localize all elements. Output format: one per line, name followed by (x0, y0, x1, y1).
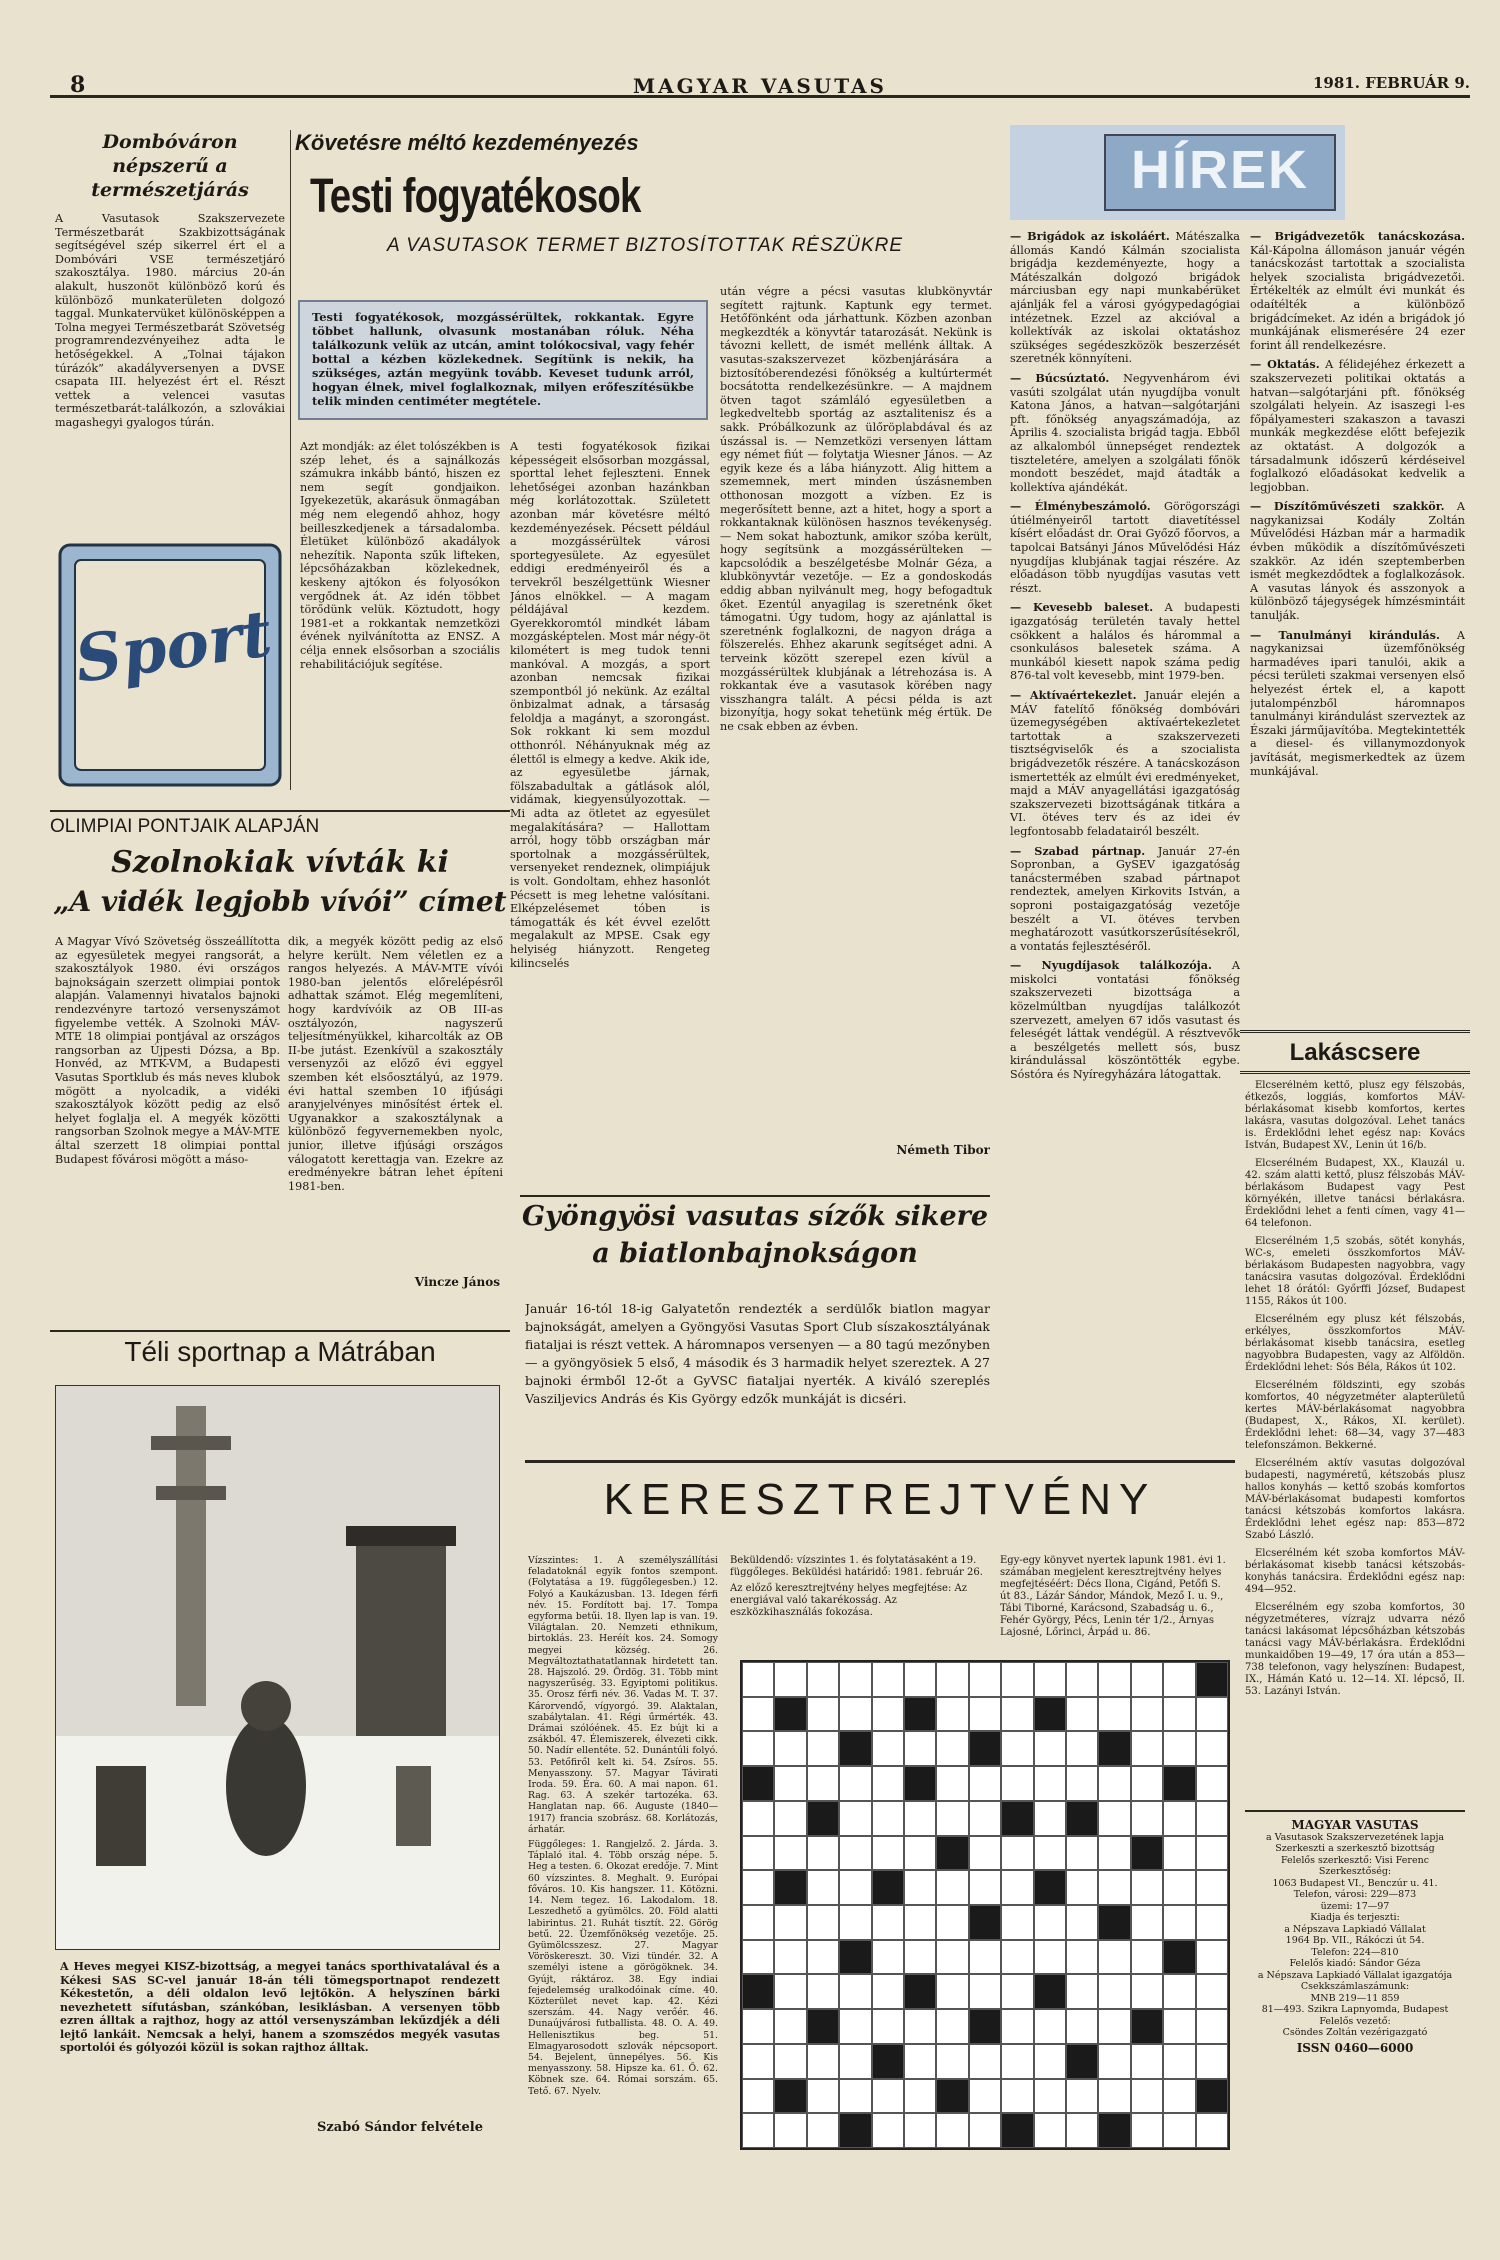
crossword-cell (839, 2079, 871, 2114)
matra-headline: Téli sportnap a Mátrában (50, 1330, 510, 1370)
crossword-cell (1001, 1801, 1033, 1836)
crossword-cell (904, 1836, 936, 1871)
hirek-col1 (1010, 230, 1240, 1300)
crossword-cell (1098, 1801, 1130, 1836)
crossword-cell (872, 1974, 904, 2009)
crossword-cell (936, 1905, 968, 1940)
crossword-cell (1131, 2113, 1163, 2148)
crossword-cell (936, 2044, 968, 2079)
dombovar-body: A Vasutasok Szakszervezete Természetbarát Szakbizottságának segítségével szép sikerrel ért el a Dombóvári VSE természetjáró szakosztálya. 1980. március 20-án alakult, huszonöt különböző korú és különböző munkaterületen dolgozó taggal. Munkatervüket különösképpen a Tolna megyei Természetbarát Szövetség programrendezvényeihez adta le hetőségekkel. A „Tolnai tájakon túrázók” akadályversenyen a DVSE csapata III. helyezést ért el. Részt vettek a velencei vasutas természetbarát-találkozón, a szlovákiai magashegyi gyalogos túrán. (55, 212, 285, 429)
crossword-cell (1034, 1766, 1066, 1801)
crossword-cell (807, 2009, 839, 2044)
crossword-cell (742, 2044, 774, 2079)
crossword-cell (839, 1697, 871, 1732)
classified-ad: Elcserélném kettő, plusz egy félszobás, étkezős, loggiás, komfortos MÁV-bérlakásomat kisebb komfortos, kertes lakásra, vasutas dolgozóval. Lehet tanács is. Érdeklődni lehet egész nap: Kovács István, Budapest XV., Lenin út 16/b. (1245, 1080, 1465, 1151)
classified-ad: Elcserélném földszinti, egy szobás komfortos, 40 négyzetméter alapterületű kertes MÁV-bérlakásomat nagyobbra (Budapest, X., Rákos, XI. kerület). Érdeklődni lehet: 68—34, vagy 37—483 telefonszámon. Bekkerné. (1245, 1380, 1465, 1451)
crossword-cell (904, 1940, 936, 1975)
crossword-cell (1098, 2113, 1130, 2148)
crossword-cell (1131, 1697, 1163, 1732)
classified-ad: Elcserélném két szoba komfortos MÁV-bérlakásomat kisebb tanácsi kétszobás-konyhás tanácsira. Érdeklődni egész nap: 494—952. (1245, 1548, 1465, 1595)
crossword-cell (1131, 2009, 1163, 2044)
crossword-cell (1001, 2044, 1033, 2079)
crossword-cell (1066, 1836, 1098, 1871)
crossword-cell (839, 2044, 871, 2079)
crossword-cell (936, 2009, 968, 2044)
lakascsere-list (1245, 1080, 1465, 1800)
crossword-cell (936, 1662, 968, 1697)
crossword-cell (1034, 1662, 1066, 1697)
issue-date: 1981. FEBRUÁR 9. (1312, 74, 1470, 92)
crossword-cell (807, 1870, 839, 1905)
crossword-cell (1131, 1870, 1163, 1905)
crossword-cell (1034, 2009, 1066, 2044)
crossword-cell (839, 1870, 871, 1905)
crossword-cell (1163, 1974, 1195, 2009)
crossword-cell (774, 1662, 806, 1697)
crossword-solution: Az előző keresztrejtvény helyes megfejtése: Az energiával való takarékosság. Az eszközkihasználás fokozása. (730, 1583, 968, 1618)
crossword-cell (1066, 2079, 1098, 2114)
crossword-cell (969, 1697, 1001, 1732)
crossword-cell (936, 2079, 968, 2114)
news-item: — Brigádok az iskoláért. Mátészalka állomás Kandó Kálmán szocialista brigádja kezdeményezte, hogy a Mátészalkán dolgozó brigádok márciusban egy napi munkabérüket ajánlják fel a városi gyógypedagógiai intézetnek. Ezzel az akcióval a kollektívák az iskolai oktatáshoz szükséges segédeszközök beszerzését szeretnék könnyíteni. (1010, 230, 1240, 366)
crossword-cell (969, 1731, 1001, 1766)
crossword-cell (872, 1801, 904, 1836)
news-item: — Búcsúztató. Negyvenhárom évi vasúti szolgálat után nyugdíjba vonult Katona János, a hatvan—salgótarjáni pft. főnökség anyagszámadója, az Április 4. szocialista brigád tagja. Ebből az alkalomból ünnepséget rendeztek tiszteletére, amelyen a szolgálati főnök mondott beszédet, majd átadták a kollektíva ajándékát. (1010, 370, 1240, 494)
crossword-cell (872, 1662, 904, 1697)
crossword-clues (528, 1555, 718, 2155)
crossword-cell (742, 2079, 774, 2114)
fencing-headline-1: Szolnokiak vívták ki (111, 845, 449, 880)
crossword-cell (807, 2079, 839, 2114)
crossword-cell (1163, 2079, 1195, 2114)
biathlon-body: Január 16-tól 18-ig Galyatetőn rendezték a serdülők biatlon magyar bajnokságát, amelyen a Gyöngyösi Vasutas Sport Club síszakosztályának fiataljai is részt vettek. A háromnapos versenyen — a 80 tagú mezőnyben — a gyöngyösiek 5 első, 4 második és 3 harmadik helyet szereztek. A 27 bajnoki érmből 12-őt a GyVSC fiataljai nyerték. A kiváló szereplés Vasziljevics András és Kis György edzők munkáját is dicséri. (525, 1301, 990, 1406)
matra-caption: A Heves megyei KISZ-bizottság, a megyei tanács sporthivatalával és a Kékesi SAS SC-vel január 18-án téli tömegsportnapot rendezett Kékestetőn, a déli oldalon levő lejtőkön. A helyszínen bárki nevezhetett sífutásban, szánkóban, lesiklásban. A versenyen több ezren álltak a rajthoz, hogy az attól versenyszámban lekűzdjék a déli lejtő lankáit. Nemcsak a helyi, hanem a szomszédos megyék vasutas sportolói és gólyozói közül is sokan rajthoz álltak. (60, 1960, 500, 2054)
crossword-cell (1066, 2044, 1098, 2079)
column-rule (290, 130, 291, 790)
crossword-cell (1163, 2009, 1195, 2044)
crossword-cell (1131, 1974, 1163, 2009)
crossword-cell (742, 1905, 774, 1940)
crossword-cell (1034, 2079, 1066, 2114)
crossword-cell (936, 1940, 968, 1975)
crossword-cell (1034, 2044, 1066, 2079)
crossword-cell (1098, 1697, 1130, 1732)
crossword-cell (774, 1905, 806, 1940)
fencing-headline-2: „A vidék legjobb vívói” címet (53, 885, 507, 918)
crossword-cell (904, 1870, 936, 1905)
crossword-cell (742, 2009, 774, 2044)
crossword-cell (1034, 1974, 1066, 2009)
lakascsere-title: Lakáscsere (1240, 1030, 1470, 1074)
crossword-cell (742, 1836, 774, 1871)
feature-author: Németh Tibor (896, 1143, 990, 1157)
crossword-cell (1196, 1662, 1228, 1697)
crossword-cell (1196, 2009, 1228, 2044)
crossword-cell (904, 2044, 936, 2079)
crossword-cell (1196, 1697, 1228, 1732)
crossword-cell (1131, 1836, 1163, 1871)
crossword-cell (969, 1662, 1001, 1697)
paper-title: MAGYAR VASUTAS (633, 74, 887, 98)
crossword-cell (1131, 1766, 1163, 1801)
crossword-cell (1163, 2044, 1195, 2079)
crossword-cell (1034, 1940, 1066, 1975)
crossword-cell (1098, 2079, 1130, 2114)
crossword-cell (774, 1731, 806, 1766)
crossword-cell (872, 1697, 904, 1732)
crossword-cell (969, 1905, 1001, 1940)
matra-photo (55, 1385, 500, 1950)
crossword-cell (1098, 1836, 1130, 1871)
crossword-cell (904, 2113, 936, 2148)
crossword-cell (839, 1731, 871, 1766)
crossword-cell (872, 1870, 904, 1905)
crossword-cell (807, 1662, 839, 1697)
news-item: — Oktatás. A félidejéhez érkezett a szakszervezeti politikai oktatás a hatvan—salgótarjáni pft. főnökség szolgálati helyein. Az isaszegi l-es főpályamesteri szakaszon a tavaszi munkák megkezdése előtt befejezik az oktatást. A dolgozók a társadalmunk időszerű kérdéseivel foglalkozó előadásokat kedvelik a legjobban. (1250, 357, 1465, 494)
feature-lede: Testi fogyatékosok, mozgássérültek, rokkantak. Egyre többet hallunk, olvasunk mostanában róluk. Néha találkozunk velük az utcán, amint tolókocsival, vagy fehér bottal a kézben közlekednek. Segítünk is nekik, ha szükséges, aztán megyünk tovább. Keveset tudunk arról, hogyan élnek, mivel foglalkoznak, milyen erőfeszítésükbe telik minden centiméter megtétele. (298, 300, 708, 420)
crossword-cell (936, 2113, 968, 2148)
crossword-cell (1001, 1905, 1033, 1940)
crossword-cell (1163, 1905, 1195, 1940)
crossword-cell (904, 2009, 936, 2044)
dombovar-headline: Dombóváron népszerű a természetjárás (91, 131, 249, 201)
crossword-cell (1034, 1801, 1066, 1836)
crossword-cell (742, 1766, 774, 1801)
hirek-logo (1010, 125, 1345, 220)
crossword-cell (1034, 2113, 1066, 2148)
crossword-cell (904, 1766, 936, 1801)
crossword-cell (1034, 1905, 1066, 1940)
crossword-cell (1001, 2079, 1033, 2114)
crossword-cell (1001, 1662, 1033, 1697)
news-item: — Brigádvezetők tanácskozása. Kál-Kápolna állomáson január végén tanácskozást tartottak a szocialista helyek szocialista brigádvezetői. Értékelték az elmúlt évi munkát és odaítélték a különböző brigádcímeket. Az idén a brigádok jó munkájának elismerésére 24 ezer forint áll rendelkezésre. (1250, 230, 1465, 352)
crossword-cell (969, 2079, 1001, 2114)
classified-ad: Elcserélném 1,5 szobás, sötét konyhás, WC-s, emeleti összkomfortos MÁV-bérlakásom Budapesten nagyobbra, vagy tanácsira vasutas dolgozóval. Érdeklődni lehet 18 órától: Győrffi József, Budapest 1155, Rákos út 100. (1245, 1236, 1465, 1307)
fencing-col2: dik, a megyék között pedig az első helyre került. Nem véletlen ez a rangos helyezés. A MÁV-MTE vívói 1980-ban jelentős előrelépésről adhattak számot. Elég megemlíteni, hogy kardvívóik az OB III-as osztályozón, nagyszerű teljesítményükkel, kiharcolták az OB II-be jutást. Ezenkívül a szakosztály versenyzői az előző évi eggyel szemben két elsőosztályú, az 1979. évi hattal szemben 10 ifjúsági aranyjelvényes minősítést értek el. Ugyanakkor a szakosztálynak a különböző fegyvernemekben nyolc, junior, illetve ifjúsági országos válogatott kerettagja van. Ezekre az eredményekre bátran lehet építeni 1981-ben. (288, 935, 503, 1193)
crossword-cell (904, 2079, 936, 2114)
biathlon-headline-1: Gyöngyösi vasutas sízők sikere (520, 1195, 990, 1231)
crossword-cell (904, 1662, 936, 1697)
biathlon-headline-2: a biatlonbajnokságon (592, 1238, 918, 1269)
news-item: — Nyugdíjasok találkozója. A miskolci vontatási főnökség szakszervezeti bizottsága a közelmúltban nyugdíjas találkozót szervezett, amelyen 67 idős vasutast és feleségét láttak vendégül. A résztvevők a beszélgetés mellett sós, busz kirándulással köszöntötték egybe. Sóstóra és Nyíregyházára látogattak. (1010, 958, 1240, 1082)
crossword-cell (774, 1870, 806, 1905)
crossword-cell (1131, 2044, 1163, 2079)
crossword-cell (742, 1662, 774, 1697)
crossword-cell (774, 2113, 806, 2148)
sport-logo (55, 540, 285, 790)
news-item: — Kevesebb baleset. A budapesti igazgatóság területén tavaly hettel csökkent a halálos és hárommal a csonkulásos balesetek száma. A munkából kiesett napok száma pedig 876-tal volt kevesebb, mint 1979-ben. (1010, 600, 1240, 683)
crossword-cell (1131, 1940, 1163, 1975)
crossword-cell (904, 1697, 936, 1732)
crossword-cell (839, 2113, 871, 2148)
crossword-cell (1098, 1766, 1130, 1801)
crossword-cell (1163, 1662, 1195, 1697)
crossword-cell (1163, 1940, 1195, 1975)
crossword-cell (1163, 1731, 1195, 1766)
crossword-cell (742, 1870, 774, 1905)
crossword-cell (1066, 1801, 1098, 1836)
news-item: — Szabad pártnap. Január 27-én Sopronban, a GySEV igazgatóság tanácstermében szabad pártnapot rendeztek, amelyen Kirkovits István, a soproni postaigazgatóság vezetője beszélt a VI. ötéves tervben meghatározott vasútkorszerűsítésekről, a vontatás fejlesztéséről. (1010, 843, 1240, 953)
crossword-cell (839, 1662, 871, 1697)
page-number: 8 (70, 72, 86, 98)
crossword-cell (774, 1836, 806, 1871)
crossword-cell (1066, 1940, 1098, 1975)
crossword-cell (807, 1697, 839, 1732)
crossword-cell (742, 1974, 774, 2009)
crossword-cell (1098, 1905, 1130, 1940)
crossword-cell (872, 2079, 904, 2114)
crossword-cell (774, 1697, 806, 1732)
crossword-cell (1066, 1697, 1098, 1732)
crossword-cell (1066, 2113, 1098, 2148)
crossword-cell (872, 1731, 904, 1766)
crossword-cell (774, 2009, 806, 2044)
crossword-cell (1066, 1974, 1098, 2009)
crossword-cell (1066, 1905, 1098, 1940)
crossword-cell (1131, 1731, 1163, 1766)
feature-col3: után végre a pécsi vasutas klubkönyvtár segített rajtunk. Kaptunk egy termet. Hetőfönként oda járhattunk. Közben azonban megkezdték a könyvtár tatarozását. Nekünk is távozni kellett, de ismét mellénk álltak. A vasutas-szakszervezet közbenjárására a biztosítóberendezési főnökség a kultúrtermét bocsátotta rendelkezésünkre. — A majdnem ötven tagot számláló egyesületben a legkedveltebb sportág az asztalitenisz és a sakk. Próbálkozunk az ülőröplabdával és az úszással is. — Nemzetközi versenyen láttam egy német fiút — folytatja Wiesner János. — Az egyik keze és a lába hiányzott. Alig hittem a szememnek, mert minden úszásnemben otthonosan mozgott a vízben. Ez is megerősített benne, azt a hitet, hogy a sport a rokkantaknak különösen hasznos tevékenység. — Nem sokat haboztunk, amikor szóba került, hogy segítsünk a mozgássérülteken — kapcsolódik a beszélgetésbe Molnár Géza, a klubkönyvtár vezetője. — Ez a gondoskodás eddig abban nyilvánult meg, hogy befogadtuk őket. Ezentúl anyagilag is szeretnénk őket támogatni. Úgy tudom, hogy az ajánlattal is szeretnénk foglalkozni, de nagyon drága a fölszerelés. Ehhez akarunk segítséget adni. A terveink között szerepel ezen kívül a mozgássérültek klubjának a létrehozása is. A rokkantak éve a vasutasok körében nagy visszhangra talált. A pécsi példa is azt bizonyítja, hogy sokat tehetünk még értük. De ne csak ebben az évben. (720, 285, 992, 733)
crossword-cell (1163, 1766, 1195, 1801)
crossword-cell (1001, 1940, 1033, 1975)
crossword-cell (807, 1731, 839, 1766)
crossword-cell (936, 1836, 968, 1871)
classified-ad: Elcserélném egy plusz két félszobás, erkélyes, összkomfortos MÁV-bérlakásomat kisebb tanácsira, esetleg nagyobbra Budapesten, vagy az Alföldön. Érdeklődni lehet: Sós Béla, Rákos út 102. (1245, 1314, 1465, 1373)
crossword-cell (1098, 1662, 1130, 1697)
crossword-cell (1034, 1836, 1066, 1871)
crossword-cell (807, 1766, 839, 1801)
crossword-cell (1098, 1974, 1130, 2009)
crossword-cell (1001, 1974, 1033, 2009)
crossword-cell (872, 2009, 904, 2044)
crossword-send: Beküldendő: vízszintes 1. és folytatásaként a 19. függőleges. Beküldési határidő: 1981. február 26. (730, 1555, 983, 1578)
crossword-cell (936, 1870, 968, 1905)
crossword-cell (969, 1836, 1001, 1871)
crossword-cell (1001, 2009, 1033, 2044)
crossword-cell (1196, 1766, 1228, 1801)
crossword-cell (1034, 1731, 1066, 1766)
news-item: — Tanulmányi kirándulás. A nagykanizsai üzemfőnökség harmadéves ipari tanulói, akik a pécsi területi szakmai versenyen első helyezést értek el, a kapott jutalompénzből háromnapos tanulmányi kirándulást szerveztek az Északi járműjavítóba. Megtekintették a diesel- és villanymozdonyok javítását, megismerkedtek az üzem munkájával. (1250, 627, 1465, 778)
crossword-cell (1196, 1974, 1228, 2009)
crossword-cell (1001, 1836, 1033, 1871)
crossword-cell (807, 1836, 839, 1871)
sport-logo-text: Sport (70, 596, 277, 698)
hirek-logo-text: HÍREK (1130, 140, 1309, 200)
crossword-cell (1196, 1731, 1228, 1766)
crossword-cell (1196, 1905, 1228, 1940)
hirek-col2 (1250, 230, 1465, 1000)
crossword-cell (1196, 2079, 1228, 2114)
classified-ad: Elcserélném aktív vasutas dolgozóval budapesti, nagyméretű, kétszobás plusz hallos konyhás — kettő szobás komfortos MÁV-bérlakásomat budapesti komfortos tanácsi kétszobás komfortos lakásra. Érdeklődni lehet egész nap: 853—872 Szabó László. (1245, 1458, 1465, 1541)
crossword-cell (1196, 1940, 1228, 1975)
crossword-cell (742, 1697, 774, 1732)
crossword-cell (774, 1766, 806, 1801)
crossword-cell (969, 1766, 1001, 1801)
crossword-cell (1066, 1731, 1098, 1766)
crossword-cell (839, 2009, 871, 2044)
crossword-cell (969, 2009, 1001, 2044)
crossword-cell (1131, 1662, 1163, 1697)
crossword-cell (1163, 1697, 1195, 1732)
crossword-cell (1001, 1870, 1033, 1905)
crossword-cell (774, 1974, 806, 2009)
crossword-cell (839, 1766, 871, 1801)
crossword-cell (904, 1801, 936, 1836)
crossword-cell (1163, 1801, 1195, 1836)
crossword-cell (807, 1905, 839, 1940)
crossword-cell (742, 1940, 774, 1975)
crossword-cell (807, 1974, 839, 2009)
crossword-cell (872, 2044, 904, 2079)
crossword-cell (774, 2044, 806, 2079)
crossword-cell (1098, 1870, 1130, 1905)
crossword-cell (807, 1801, 839, 1836)
crossword-cell (1098, 1940, 1130, 1975)
fencing-kicker: OLIMPIAI PONTJAIK ALAPJÁN (50, 810, 510, 840)
crossword-cell (969, 1801, 1001, 1836)
crossword-cell (936, 1974, 968, 2009)
crossword-cell (839, 1801, 871, 1836)
crossword-cell (839, 1836, 871, 1871)
crossword-cell (774, 2079, 806, 2114)
crossword-cell (872, 1905, 904, 1940)
feature-headline: Testi fogyatékosok (310, 170, 641, 223)
crossword-cell (872, 1940, 904, 1975)
crossword-cell (1196, 2044, 1228, 2079)
fencing-author: Vincze János (414, 1275, 500, 1289)
feature-subhead: A VASUTASOK TERMET BIZTOSÍTOTTAK RÉSZÜKRE (386, 235, 904, 256)
crossword-cell (1098, 2009, 1130, 2044)
crossword-cell (1001, 1731, 1033, 1766)
crossword-cell (1098, 2044, 1130, 2079)
crossword-cell (1131, 1905, 1163, 1940)
crossword-cell (1196, 1836, 1228, 1871)
crossword-cell (742, 1731, 774, 1766)
crossword-cell (969, 2044, 1001, 2079)
classified-ad: Elcserélném Budapest, XX., Klauzál u. 42. szám alatti kettő, plusz félszobás MÁV-bérlakásom Budapest vagy Pest környékén, illetve tanácsi bérlakásra. Érdeklődni lehet a fenti címen, vagy 41—64 telefonon. (1245, 1158, 1465, 1229)
crossword-cell (1001, 1697, 1033, 1732)
feature-col2: A testi fogyatékosok fizikai képességeit elsősorban mozgással, sporttal lehet fejleszteni. Ennek lehetőségei azonban hazánkban még korlátozottak. Született azonban már követésre méltó kezdeményezések. Pécsett például a mozgássérültek városi sportegyesülete. Az egyesület eddigi eredményeiről és a tervekről beszélgettünk Wiesner János elnökkel. — A magam példájával kezdem. Gyerekkoromtól mindkét lábam mozgásképtelen. Most már négy-öt kilométert is meg tudok tenni mankóval. A mozgás, a sport azonban nemcsak fizikai szempontból jó nekünk. Az ezáltal önbizalmat adnak, a társaság feloldja a magányt, a szorongást. Sok rokkant ki sem mozdul otthonról. Néhányuknak még az élettől is elmegy a kedve. Akik ide, az egyesületbe járnak, fölszabadultak a gátlások alól, vidámak, kiegyensúlyozottak. — Mi adta az ötletet az egyesület megalakítására? — Hallottam arról, hogy több országban már sportolnak a mozgássérültek, versenyeket rendeznek, olimpiájuk is volt. Gondoltam, ehhez hasonlót Pécsett is meg lehetne valósítani. Elképzelésemet tóben is támogatták és két évvel ezelőtt megalakult az MPSE. Csak egy helyiség hiányzott. Rengeteg kilincselés (510, 440, 710, 970)
crossword-title: KERESZTREJTVÉNY (525, 1460, 1235, 1540)
crossword-cell (807, 2113, 839, 2148)
crossword-cell (904, 1905, 936, 1940)
crossword-winners: Egy-egy könyvet nyertek lapunk 1981. évi 1. számában megjelent keresztrejtvény helyes megfejtéséért: Décs Ilona, Cigánd, Petőfi S. út 83., Lázár Sándor, Mándok, Mező I. u. 9., Tábi Tiborné, Karácsond, Szabadság u. 6., Fehér György, Pécs, Lenin tér 1/2., Árnyas Lajosné, Lőrinci, Árpád u. 86. (1000, 1555, 1226, 1638)
crossword-cell (969, 1870, 1001, 1905)
crossword-cell (872, 1766, 904, 1801)
crossword-cell (936, 1801, 968, 1836)
crossword-cell (1131, 2079, 1163, 2114)
crossword-cell (969, 1974, 1001, 2009)
crossword-cell (1131, 1801, 1163, 1836)
crossword-cell (1066, 1662, 1098, 1697)
imprint: MAGYAR VASUTAS a Vasutasok Szakszervezetének lapja Szerkeszti a szerkesztő bizottság Felelős szerkesztő: Visi Ferenc Szerkesztőség: 1063 Budapest VI., Benczúr u. 41. Telefon, városi: 229—873 üzemi: 17—97 Kiadja és terjeszti: a Népszava Lapkiadó Vállalat 1964 Bp. VII., Rákóczi út 54. Telefon: 224—810 Felelős kiadó: Sándor Géza a Népszava Lapkiadó Vállalat igazgatója Csekkszámlaszámunk: MNB 219—11 859 81—493. Szikra Lapnyomda, Budapest Felelős vezető: Csöndes Zoltán vezérigazgató ISSN 0460—6000 (1245, 1810, 1465, 2155)
crossword-cell (807, 1940, 839, 1975)
crossword-cell (969, 1940, 1001, 1975)
classified-ad: Elcserélném egy szoba komfortos, 30 négyzetméteres, vízrajz udvarra néző tanácsi lakásomat lépcsőházban kétszobás tanácsi vagy MÁV-bérlakásra. Érdeklődni munkaidőben 19—49, 17 óra után a 853—738 telefonon, vagy helyszínen: Budapest, IX., Hámán Kató u. 12—14. XI. lépcső, II. 53. Lazányi István. (1245, 1602, 1465, 1697)
dombovar-article (55, 130, 285, 530)
crossword-cell (1163, 1836, 1195, 1871)
crossword-cell (839, 1940, 871, 1975)
crossword-across: Vízszintes: 1. A személyszállítási feladatoknál egyik fontos szempont. (Folytatása a 19. függőlegesben.) 12. Folyó a Kaukázusban. 13. Idegen férfi név. 15. Fordított baj. 17. Tompa egyforma betűi. 18. Ilyen lap is van. 19. Világtalan. 20. Nemzeti ethnikum, birtoklás. 23. Heréít kos. 24. Somogy megyei község. 26. Megváltoztathatatlannak hirdetett tan. 28. Hajszoló. 29. Ördög. 31. Több mint nagyszerűség. 33. Egyiptomi politikus. 35. Orosz férfi név. 36. Vadas M. T. 37. Károrvendő, vígyorgó. 39. Alaktalan, szabálytalan. 41. Régi űrmérték. 43. Drámai szólóének. 45. Ez bújt ki a zsákból. 47. Élemiszerek, élvezeti cikk. 50. Nadír ellentéte. 52. Dunántúli folyó. 53. Petőfiről kelt ki. 54. Zsíros. 55. Menyasszony. 57. Magyar Távirati Iroda. 59. Éra. 60. A mai napon. 61. Rag. 63. A szekér tartozéka. 63. Hanglatan nap. 66. Auguste (1840—1917) francia szobrász. 68. Korlátozás, árhatár. (528, 1555, 718, 1835)
crossword-cell (1163, 1870, 1195, 1905)
crossword-info (730, 1555, 985, 1655)
crossword-cell (872, 2113, 904, 2148)
crossword-cell (1098, 1731, 1130, 1766)
crossword-cell (936, 1766, 968, 1801)
news-item: — Aktívaértekezlet. Január elején a MÁV fatelítő főnökség dombóvári üzemegységében aktívaértekezletet tartottak a szakszervezeti tisztségviselők és a szocialista brigádvezetők részére. A tanácskozáson ismertették az elmúlt évi eredményeket, majd a MÁV anyagellátási igazgatóság szakszervezeti bizottságának titkára a VI. ötéves terv és az idei év legfontosabb feladatairól beszélt. (1010, 688, 1240, 838)
crossword-cell (936, 1697, 968, 1732)
crossword-cell (969, 2113, 1001, 2148)
crossword-cell (1066, 1870, 1098, 1905)
matra-author: Szabó Sándor felvétele (317, 2120, 483, 2135)
crossword-cell (807, 2044, 839, 2079)
crossword-cell (904, 1974, 936, 2009)
crossword-cell (1196, 1801, 1228, 1836)
crossword-down: Függőleges: 1. Rangjelző. 2. Járda. 3. Táplaló ital. 4. Több ország népe. 5. Heg a testen. 6. Okozat eredője. 7. Mint 60 vízszintes. 8. Meghalt. 9. Európai főváros. 10. Kis hangszer. 11. Kötözni. 14. Nem tegez. 16. Lakodalom. 18. Leszedhető a gyümölcs. 20. Föld alatti labirintus. 21. Ruhát tisztít. 22. Görög betű. 22. Üzemfőnökség vezetője. 25. Gyümölcsszesz. 27. Magyar Vöröskereszt. 30. Vizi tündér. 32. A személyi istene a görögöknek. 34. Gyújt, ráktároz. 38. Egy indiai fejedelemség uralkodóinak címe. 40. Közterület nevet kap. 42. Kézi szerszám. 44. Nagy verőér. 46. Dunaújvárosi futballista. 48. O. A. 49. Hellenisztikus beg. 51. Elmagyarosodott szlovák népcsoport. 54. Bejelent, ünnepélyes. 56. Kis menyasszony. 58. Hipsze ka. 61. Ő. 62. Köbnek sze. 64. Római sorszám. 65. Tető. 67. Nyelv. (528, 1839, 718, 2097)
crossword-cell (1163, 2113, 1195, 2148)
crossword-cell (839, 1905, 871, 1940)
crossword-cell (1034, 1697, 1066, 1732)
news-item: — Élménybeszámoló. Görögországi útiélményeiről tartott diavetítéssel kísért előadást dr. Orai Győző főorvos, a tapolcai Batsányi János Művelődési Ház nyugdíjas klubjának tagjai részére. Az előadáson több nyugdíjas vasutas vett részt. (1010, 499, 1240, 595)
crossword-cell (774, 1801, 806, 1836)
crossword-cell (774, 1940, 806, 1975)
crossword-cell (839, 1974, 871, 2009)
feature-col1: Azt mondják: az élet tolószékben is szép lehet, és a sajnálkozás számukra inkább bántó, hiszen ez nem segít gondjaikon. Igyekezetük, akarásuk önmagában még nem elegendő ahhoz, hogy beilleszkedjenek a társadalomba. Életüket különböző akadályok nehezítik. Naponta szűk lifteken, lépcsőházakban közlekednek, keskeny ajtókon és folyosókon vergődnek át. Az idén többet törődünk velük. Köztudott, hogy 1981-et a rokkantak nemzetközi évének nyilvánította az ENSZ. A célja ennek elsősorban a szociális rehabilitációjuk segítése. (300, 440, 500, 671)
news-item: — Díszítőművészeti szakkör. A nagykanizsai Kodály Zoltán Művelődési Házban már a harmadik évben működik a díszítőművészeti szakkör. Az idén szeptemberben ismét megkezdődtek a foglalkozások. A vasutas lányok és asszonyok a különböző tájegységek hímzésmintáit tanulják. (1250, 499, 1465, 623)
fencing-col1: A Magyar Vívó Szövetség összeállította az egyesületek megyei rangsorát, a szakosztályok 1980. évi országos bajnokságain szerzett olimpiai pontok alapján. Valamennyi hivatalos bajnoki rendezvényre tartozó versenyszámot figyelembe vették. A Szolnoki MÁV-MTE 18 olimpiai pontjával az országos rangsorban az Újpesti Dózsa, a Bp. Honvéd, az MTK-VM, a Budapesti Vasutas Sportklub és más neves klubok mögött a nyolcadik, a vidéki szakosztályok között pedig az első helyet foglalja el. A megyék közötti rangsorban Szolnok megye a MÁV-MTE által szerzett 18 olimpiai ponttal Budapest fővárosi mögött a máso- (55, 935, 280, 1166)
masthead (50, 60, 1470, 98)
crossword-cell (1196, 2113, 1228, 2148)
crossword-cell (1001, 1766, 1033, 1801)
crossword-cell (936, 1731, 968, 1766)
crossword-cell (742, 2113, 774, 2148)
crossword-cell (1196, 1870, 1228, 1905)
crossword-cell (1001, 2113, 1033, 2148)
crossword-cell (1066, 1766, 1098, 1801)
feature-kicker: Követésre méltó kezdeményezés (295, 130, 639, 155)
crossword-cell (904, 1731, 936, 1766)
crossword-grid (740, 1660, 1230, 2150)
crossword-cell (742, 1801, 774, 1836)
crossword-cell (872, 1836, 904, 1871)
crossword-cell (1034, 1870, 1066, 1905)
crossword-cell (1066, 2009, 1098, 2044)
